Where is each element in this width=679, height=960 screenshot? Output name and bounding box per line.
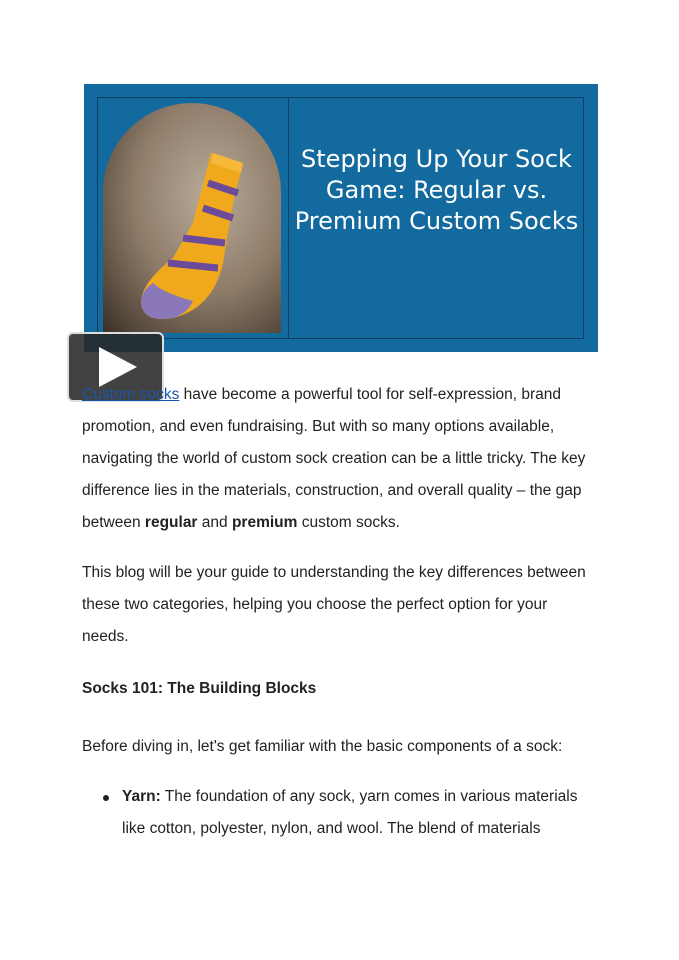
premium-bold: premium [231, 514, 298, 531]
custom-socks-link[interactable]: Custom socks [82, 386, 180, 403]
bullet-label: Yarn: [122, 788, 161, 805]
intro-text: and [197, 514, 232, 531]
regular-bold: regular [144, 514, 198, 531]
bullet-icon [103, 795, 109, 801]
intro-text: have become a powerful tool for self-expression, brand promotion, and even fundraising. But with so many options available, navigating the world of custom sock creation can be a little tricky. The key difference lies in the materials, construction, and overall quality – the gap between [82, 386, 586, 531]
bullet-text: The foundation of any sock, yarn comes in various materials like cotton, polyester, nylon, and wool. The blend of materials [122, 788, 578, 837]
section-heading: Socks 101: The Building Blocks [82, 680, 317, 697]
sock-illustration [133, 143, 253, 323]
intro-text: custom socks. [297, 514, 400, 531]
guide-paragraph: This blog will be your guide to understanding the key differences between these two categories, helping you choose the perfect option for your needs. [82, 564, 586, 645]
sock-photo [103, 103, 281, 333]
intro-paragraph [82, 379, 592, 539]
banner-title: Stepping Up Your Sock Game: Regular vs. Premium Custom Socks [294, 145, 579, 235]
list-item [122, 781, 592, 845]
components-intro: Before diving in, let's get familiar with the basic components of a sock: [82, 738, 563, 755]
blog-banner [84, 84, 598, 352]
